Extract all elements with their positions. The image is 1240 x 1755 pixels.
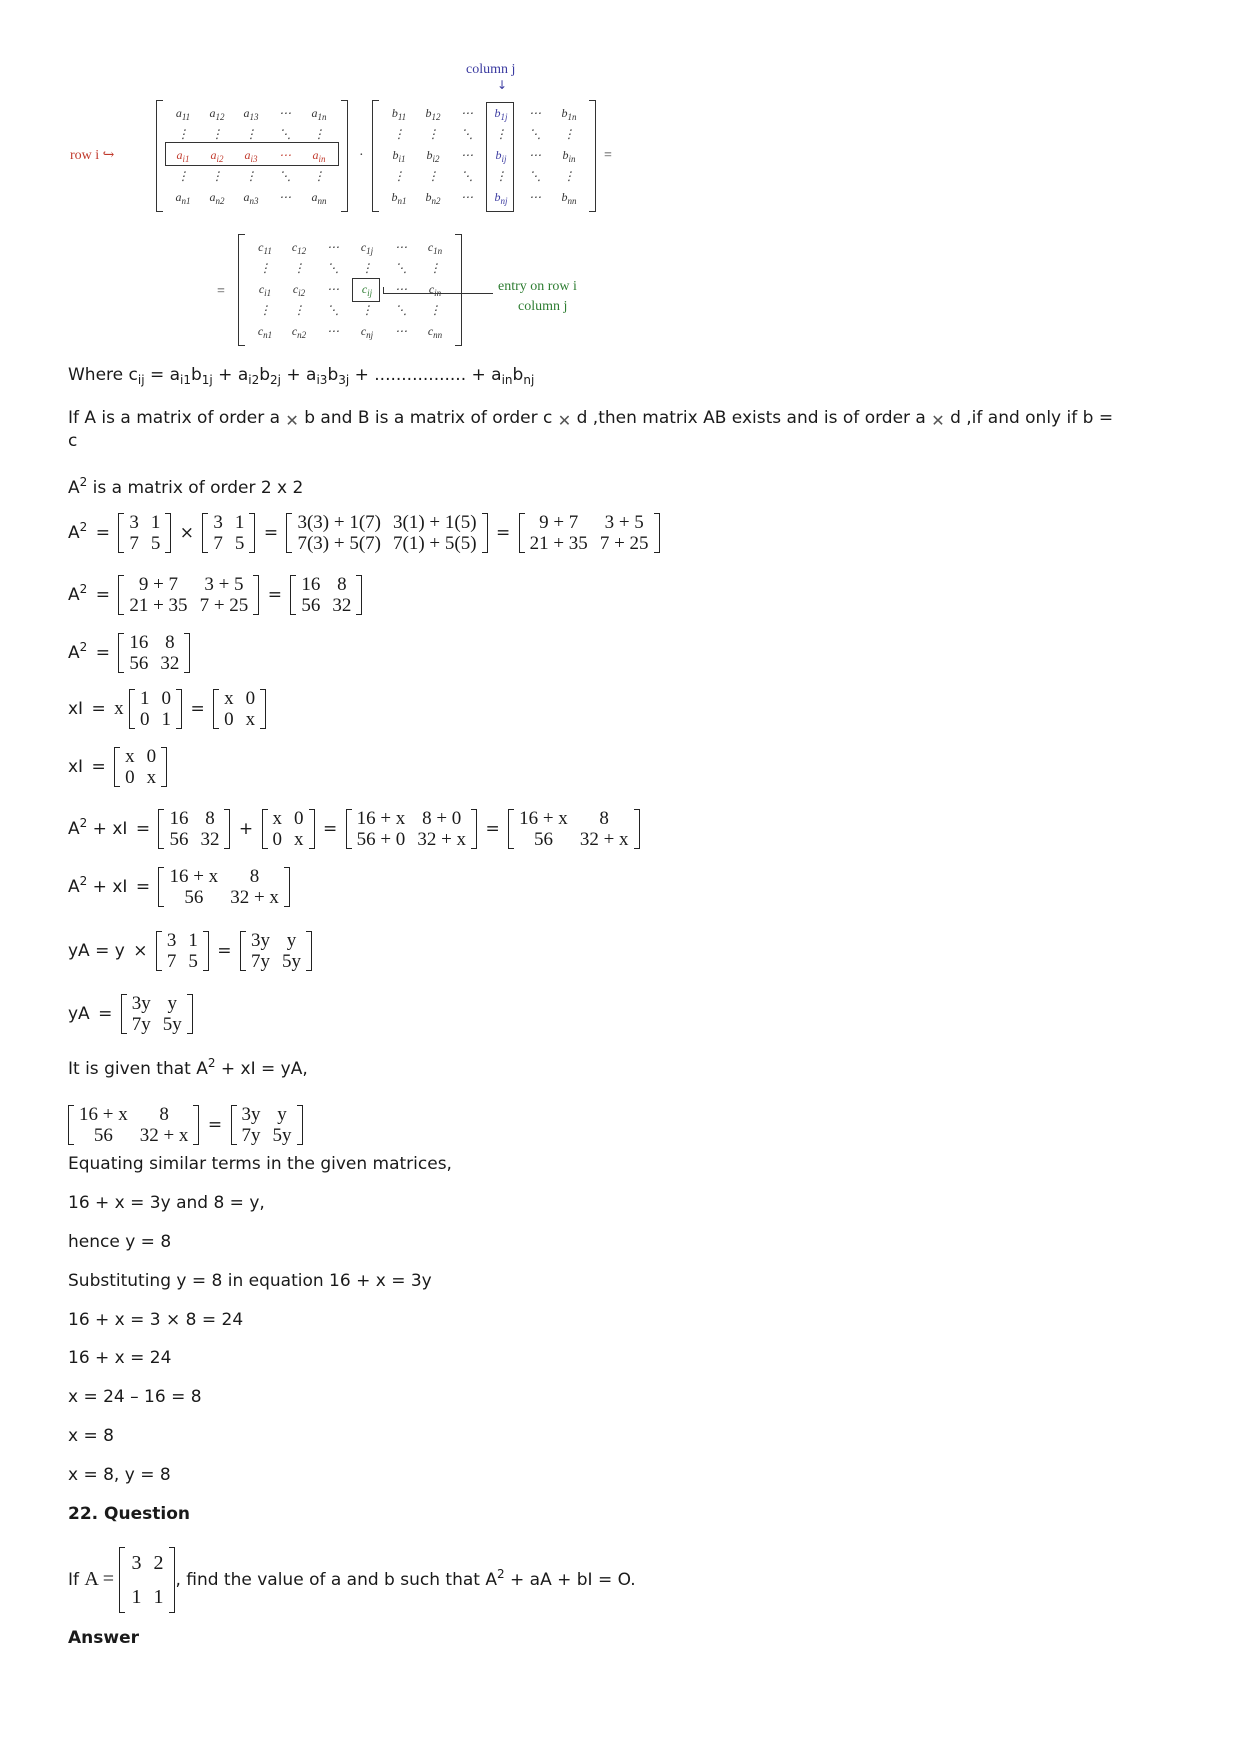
- xi-computation: xI = x 1 0 0 1 = x 0 0 x: [68, 688, 266, 730]
- matrix-cell: ⋮: [245, 169, 257, 183]
- a2-plus-xi-computation: $A^2$ + xI = 16 8 56 32 + x 0 0 x = 16 + x 8 + 0 56 + 0 32 + x = 16 + x 8 56 32 + x: [68, 808, 640, 850]
- matrix-cell: $b_{n2}$: [425, 190, 441, 206]
- matrix-cell: ⋯: [461, 190, 473, 204]
- answer-label: Answer: [68, 1628, 139, 1648]
- matrix-cell: $b_{i1}$: [392, 148, 406, 164]
- a2-result: $A^2$ = 16 8 56 32: [68, 632, 190, 674]
- matrix-equation: 16 + x 8 56 32 + x = 3y y 7y 5y: [68, 1104, 303, 1146]
- matrix-cell: ⋯: [529, 190, 541, 204]
- matrix-cell: ⋮: [563, 169, 575, 183]
- equation-1: 16 + x = 3y and 8 = y,: [68, 1193, 265, 1213]
- order-rule-continued: c: [68, 431, 78, 451]
- matrix-cell: $b_{n1}$: [391, 190, 407, 206]
- calc-step-2: 16 + x = 24: [68, 1348, 172, 1368]
- matrix-cell: ⋯: [395, 282, 407, 296]
- order-rule: If A is a matrix of order a ✕ b and B is a matrix of order c ✕ d ,then matrix AB exists and is of order a ✕ d ,if and only if b =: [68, 408, 1114, 430]
- matrix-cell: $c_{n2}$: [291, 324, 307, 340]
- a2-simplified: $A^2$ = 9 + 7 3 + 5 21 + 35 7 + 25 = 16 8 56 32: [68, 574, 362, 616]
- matrix-cell: ⋱: [395, 261, 407, 275]
- matrix-a: [156, 100, 348, 212]
- entry-label-column: column j: [518, 299, 568, 314]
- matrix-cell: ⋯: [279, 106, 291, 120]
- matrix-cell: $b_{ij}$: [495, 148, 507, 164]
- matrix-cell: ⋮: [245, 127, 257, 141]
- matrix-cell: $b_{in}$: [562, 148, 576, 164]
- dot-operator: ·: [359, 148, 364, 163]
- matrix-cell: ⋮: [361, 261, 373, 275]
- matrix-cell: ⋯: [461, 106, 473, 120]
- calc-step-3: x = 24 – 16 = 8: [68, 1387, 202, 1407]
- matrix-cell: ⋮: [259, 303, 271, 317]
- ya-computation: yA = y × 3 1 7 5 = 3y y 7y 5y: [68, 930, 312, 972]
- pointer-line: [383, 293, 493, 294]
- cij-definition: Where $c_{ij} = a_{i1}b_{1j} + a_{i2}b_{2j} + a_{i3}b_{3j}$ + ................. + $a_{in}b_{nj}$: [68, 365, 535, 387]
- matrix-cell: ⋮: [177, 127, 189, 141]
- matrix-cell: ⋱: [461, 127, 473, 141]
- matrix-cell: ⋯: [279, 148, 291, 162]
- matrix-cell: $b_{i2}$: [426, 148, 440, 164]
- entry-label: entry on row i: [498, 279, 577, 294]
- matrix-cell: $c_{11}$: [258, 240, 272, 256]
- question-title: 22. Question: [68, 1504, 190, 1524]
- matrix-cell: ⋮: [211, 169, 223, 183]
- matrix-cell: ⋱: [327, 303, 339, 317]
- matrix-cell: ⋮: [427, 127, 439, 141]
- matrix-cell: $a_{n3}$: [243, 190, 259, 206]
- matrix-cell: ⋮: [293, 303, 305, 317]
- matrix-cell: ⋯: [395, 240, 407, 254]
- matrix-cell: ⋮: [495, 127, 507, 141]
- calc-step-4: x = 8: [68, 1426, 114, 1446]
- matrix-cell: ⋮: [293, 261, 305, 275]
- matrix-cell: ⋱: [327, 261, 339, 275]
- matrix-cell: ⋱: [461, 169, 473, 183]
- matrix-cell: $c_{nj}$: [360, 324, 374, 340]
- matrix-cell: $c_{nn}$: [427, 324, 443, 340]
- matrix-cell: ⋮: [211, 127, 223, 141]
- matrix-cell: ⋮: [393, 169, 405, 183]
- matrix-cell: $a_{i1}$: [176, 148, 190, 164]
- matrix-cell: ⋮: [429, 261, 441, 275]
- hence-y: hence y = 8: [68, 1232, 172, 1252]
- matrix-cell: $c_{i2}$: [292, 282, 306, 298]
- matrix-cell: $c_{in}$: [428, 282, 442, 298]
- matrix-cell: $b_{nn}$: [561, 190, 577, 206]
- matrix-cell: ⋱: [395, 303, 407, 317]
- substitution-statement: Substituting y = 8 in equation 16 + x = 3y: [68, 1271, 432, 1291]
- matrix-cell: $b_{1j}$: [494, 106, 508, 122]
- a2-order-statement: $A^2$ is a matrix of order 2 x 2: [68, 475, 304, 498]
- a2-computation: $A^2$ = 3 1 7 5 × 3 1 7 5 = 3(3) + 1(7) 3(1) + 1(5) 7(3) + 5(7) 7(1) + 5(5) = 9 + 7 3 + 5 21 + 35 7 + 25: [68, 512, 660, 554]
- final-result: x = 8, y = 8: [68, 1465, 171, 1485]
- matrix-cell: $a_{11}$: [175, 106, 191, 122]
- matrix-cell: ⋮: [313, 127, 325, 141]
- matrix-cell: ⋮: [177, 169, 189, 183]
- matrix-cell: $a_{n1}$: [175, 190, 191, 206]
- equals-sign: =: [604, 148, 612, 163]
- matrix-cell: ⋮: [427, 169, 439, 183]
- question-text: If A = 3 2 1 1 , find the value of a and b such that $A^2$ + aA + bI = O.: [68, 1546, 636, 1614]
- matrix-cell: $a_{1n}$: [311, 106, 327, 122]
- row-i-label: row i ↪: [70, 148, 115, 163]
- matrix-cell: ⋮: [259, 261, 271, 275]
- matrix-cell: ⋯: [327, 324, 339, 338]
- matrix-cell: ⋮: [429, 303, 441, 317]
- matrix-cell: $a_{in}$: [312, 148, 326, 164]
- matrix-cell: $a_{i3}$: [244, 148, 258, 164]
- a2-plus-xi-result: $A^2$ + xI = 16 + x 8 56 32 + x: [68, 866, 290, 908]
- matrix-cell: $c_{1j}$: [360, 240, 374, 256]
- matrix-b: [372, 100, 596, 212]
- matrix-cell: $a_{i2}$: [210, 148, 224, 164]
- matrix-c: [238, 234, 462, 346]
- matrix-cell: ⋮: [563, 127, 575, 141]
- matrix-cell: ⋯: [327, 240, 339, 254]
- matrix-cell: ⋱: [529, 169, 541, 183]
- matrix-cell: ⋱: [279, 169, 291, 183]
- matrix-cell: ⋱: [279, 127, 291, 141]
- matrix-cell: ⋮: [361, 303, 373, 317]
- matrix-cell: $a_{n2}$: [209, 190, 225, 206]
- matrix-cell: $c_{i1}$: [258, 282, 272, 298]
- matrix-cell: ⋮: [393, 127, 405, 141]
- equals-sign: =: [217, 284, 225, 299]
- matrix-cell: $a_{nn}$: [311, 190, 327, 206]
- matrix-cell: ⋱: [529, 127, 541, 141]
- matrix-cell: $c_{1n}$: [427, 240, 443, 256]
- matrix-cell: ⋯: [529, 148, 541, 162]
- matrix-cell: $c_{12}$: [291, 240, 307, 256]
- down-arrow-icon: ↓: [497, 78, 508, 92]
- matrix-cell: $c_{n1}$: [257, 324, 273, 340]
- matrix-cell: $c_{ij}$: [361, 282, 373, 298]
- given-statement: It is given that $A^2$ + xI = yA,: [68, 1056, 308, 1079]
- matrix-cell: $b_{12}$: [425, 106, 441, 122]
- matrix-cell: ⋯: [461, 148, 473, 162]
- matrix-cell: ⋯: [279, 190, 291, 204]
- pointer-tick: [383, 287, 384, 293]
- matrix-cell: ⋯: [529, 106, 541, 120]
- equating-statement: Equating similar terms in the given matrices,: [68, 1154, 452, 1174]
- ya-result: yA = 3y y 7y 5y: [68, 993, 193, 1035]
- matrix-cell: $b_{11}$: [391, 106, 407, 122]
- matrix-cell: $b_{1n}$: [561, 106, 577, 122]
- matrix-cell: ⋮: [495, 169, 507, 183]
- matrix-cell: $a_{12}$: [209, 106, 225, 122]
- xi-result: xI = x 0 0 x: [68, 746, 167, 788]
- matrix-cell: $b_{nj}$: [494, 190, 508, 206]
- matrix-cell: $a_{13}$: [243, 106, 259, 122]
- matrix-cell: ⋮: [313, 169, 325, 183]
- column-j-label: column j: [466, 62, 516, 77]
- matrix-cell: ⋯: [395, 324, 407, 338]
- calc-step-1: 16 + x = 3 × 8 = 24: [68, 1310, 244, 1330]
- matrix-cell: ⋯: [327, 282, 339, 296]
